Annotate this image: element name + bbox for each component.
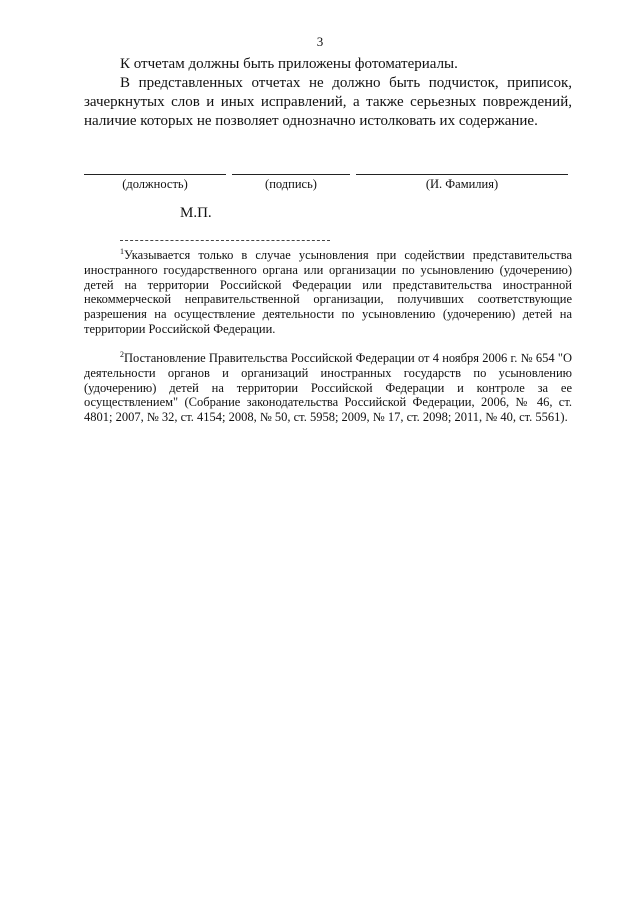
name-signature-line bbox=[356, 174, 568, 175]
footnote-marker: 1 bbox=[120, 246, 124, 256]
paragraph-photo-materials: К отчетам должны быть приложены фотоматериалы. bbox=[120, 56, 458, 72]
stamp-place-label: М.П. bbox=[180, 205, 212, 221]
position-signature-line bbox=[84, 174, 226, 175]
signature-line bbox=[232, 174, 350, 175]
footnote-text: Постановление Правительства Российской Федерации от 4 ноября 2006 г. № 654 "О деятельности органов и организаций иностранных государств по усыновлению (удочерению) детей на территории Российской Федерации и контроле за ее осуществлением" (Собрание законодательства Российской Федерации, 2006, № 46, ст. 4801; 2007, № 32, ст. 4154; 2008, № 50, ст. 5958; 2009, № 17, ст. 2098; 2011, № 40, ст. 5561). bbox=[84, 351, 572, 425]
footnote-1 bbox=[84, 248, 572, 337]
footnote-marker: 2 bbox=[120, 349, 124, 359]
position-label: (должность) bbox=[122, 177, 188, 191]
paragraph-no-corrections: В представленных отчетах не должно быть подчисток, приписок, зачеркнутых слов и иных исправлений, а также серьезных повреждений, наличие которых не позволяет однозначно истолковать их содержание. bbox=[84, 75, 572, 129]
name-label: (И. Фамилия) bbox=[425, 177, 499, 191]
footnote-separator bbox=[120, 240, 330, 241]
footnote-2 bbox=[84, 351, 572, 425]
footnote-text: Указывается только в случае усыновления при содействии представительства иностранного государственного органа или организации по усыновлению (удочерению) детей на территории Российской Федерации или представительства иностранной некоммерческой неправительственной организации, получивших соответствующие разрешения на осуществление деятельности по усыновлению (удочерению) детей на территории Российской Федерации. bbox=[84, 248, 572, 336]
page-number: 3 bbox=[316, 34, 324, 49]
signature-label: (подпись) bbox=[265, 177, 317, 191]
